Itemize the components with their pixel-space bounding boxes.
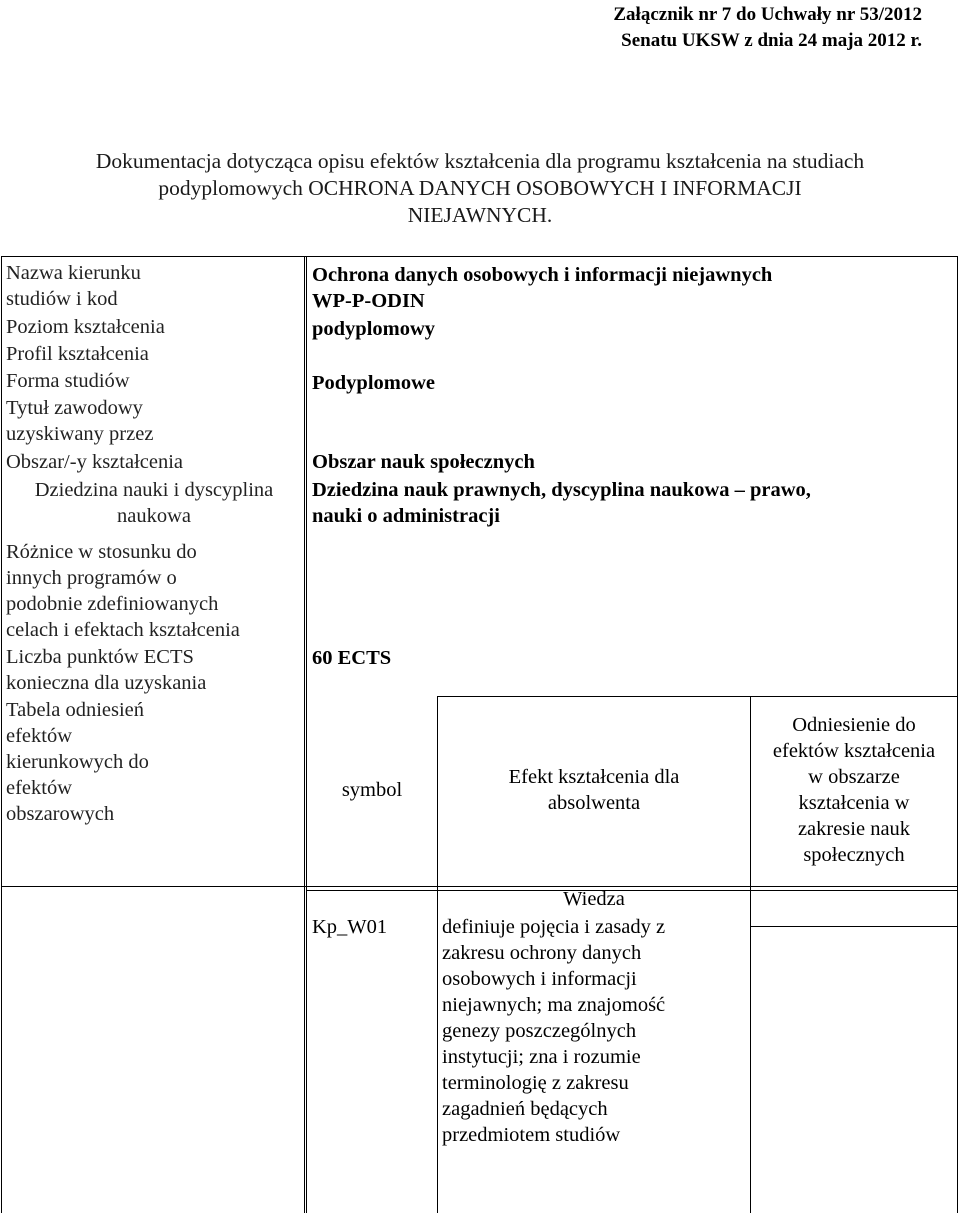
label-roznice: Różnice w stosunku do innych programów o podobnie zdefiniowanych celach i efektach kształcenia [6,541,240,641]
title-line-3: NIEJAWNYCH. [407,203,553,227]
effects-col-reference: Odniesienie do efektów kształcenia w obszarze kształcenia w zakresie nauk społecznych [772,714,936,866]
value-ects: 60 ECTS [312,647,392,669]
label-poziom: Poziom kształcenia [6,316,165,338]
label-column-divider [304,256,305,1213]
label-ects: Liczba punktów ECTS konieczna dla uzyskania [6,646,207,694]
label-tabela: Tabela odniesień efektów kierunkowych do efektów obszarowych [6,699,149,825]
table-border-left [1,256,2,1213]
effects-header-top [750,696,958,697]
annex-line-1: Załącznik nr 7 do Uchwały nr 53/2012 [613,4,922,25]
value-dziedzina: Dziedzina nauk prawnych, dyscyplina naukowa – prawo, nauki o administracji [312,479,811,527]
label-profil: Profil kształcenia [6,343,149,365]
value-column-divider [306,256,307,1213]
value-nazwa: Ochrona danych osobowych i informacji niejawnych WP-P-ODIN [312,264,773,312]
annex-header [613,2,922,54]
label-tytul: Tytuł zawodowy uzyskiwany przez [6,397,154,445]
annex-line-2: Senatu UKSW z dnia 24 maja 2012 r. [621,30,922,51]
title-line-1: Dokumentacja dotycząca opisu efektów kształcenia dla programu kształcenia na studiach [95,149,865,173]
table-border-top [1,256,958,257]
document-title [40,148,920,229]
value-obszar: Obszar nauk społecznych [312,451,535,473]
effects-cell-divider [750,926,958,927]
value-forma: Podyplomowe [312,372,435,394]
label-obszar: Obszar/-y kształcenia [6,451,184,473]
section-wiedza: Wiedza [563,888,625,910]
label-nazwa: Nazwa kierunku studiów i kod [6,262,141,310]
label-dziedzina: Dziedzina nauki i dyscyplina naukowa [34,479,274,527]
effects-col-symbol: symbol [341,779,403,801]
effect-description: definiuje pojęcia i zasady z zakresu ochrony danych osobowych i informacji niejawnych; ma znajomość genezy poszczególnych instytucji; zna i rozumie terminologię z zakresu zagadnień będących przedmiotem studiów [442,916,666,1146]
effects-col-effect: Efekt kształcenia dla absolwenta [508,766,680,814]
effect-symbol: Kp_W01 [312,916,388,938]
title-line-2: podyplomowych OCHRONA DANYCH OSOBOWYCH I INFORMACJI [158,176,802,200]
table-border-right [957,256,958,1213]
label-forma: Forma studiów [6,370,130,392]
program-table [1,256,958,1213]
effects-header-top [437,696,750,697]
value-poziom: podyplomowy [312,318,436,340]
